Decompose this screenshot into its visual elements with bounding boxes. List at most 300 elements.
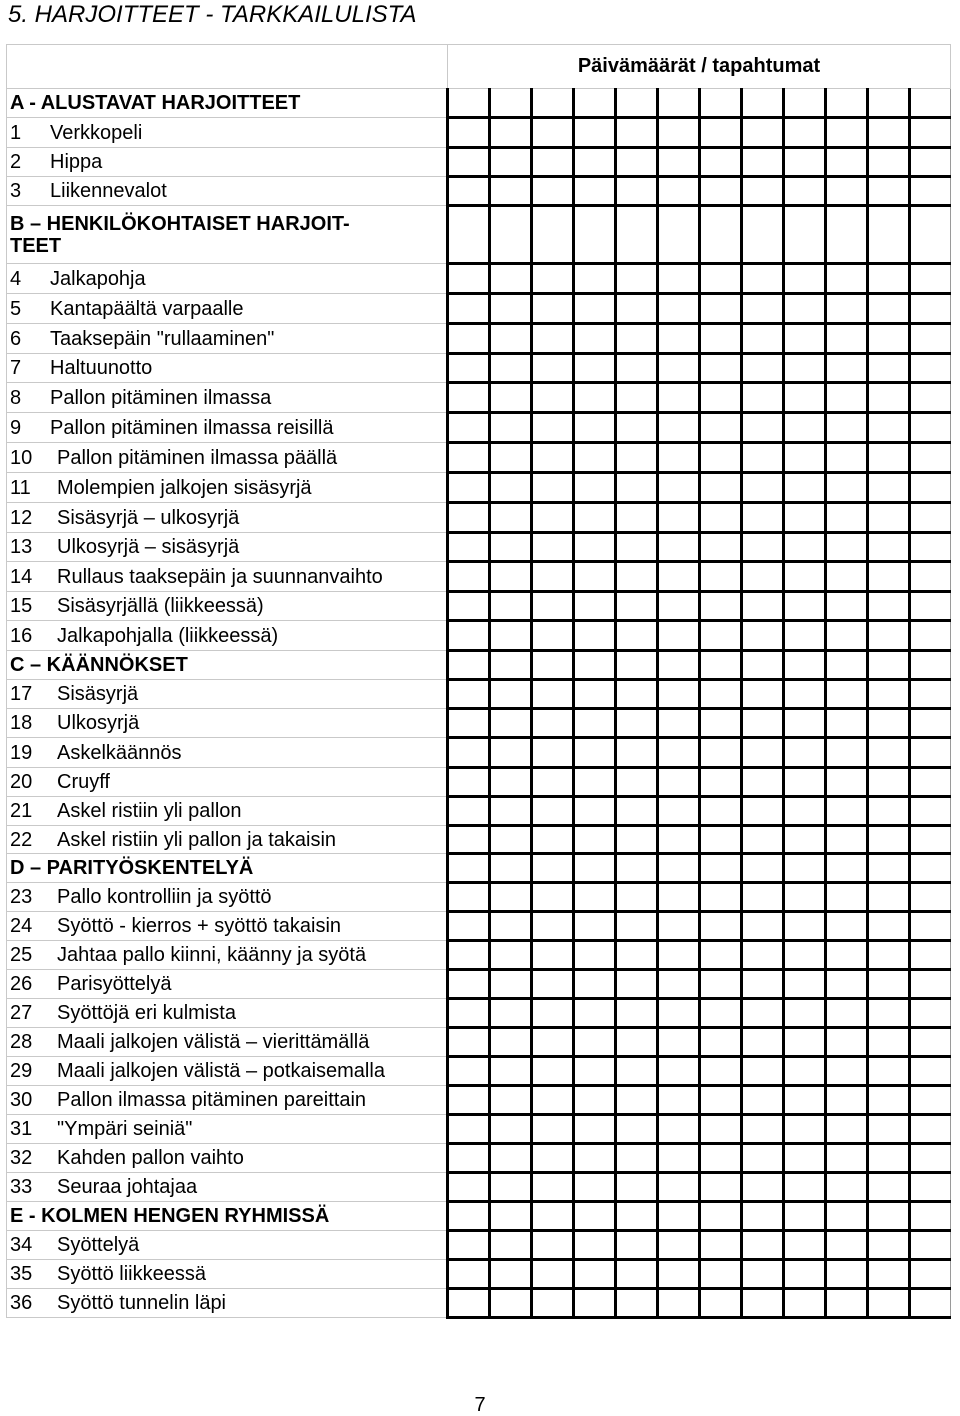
date-checkbox[interactable]	[616, 1057, 658, 1086]
date-checkbox[interactable]	[700, 592, 742, 621]
date-checkbox[interactable]	[784, 89, 826, 118]
date-checkbox[interactable]	[868, 118, 910, 148]
date-checkbox[interactable]	[616, 1115, 658, 1144]
date-checkbox[interactable]	[490, 148, 532, 177]
date-checkbox[interactable]	[490, 999, 532, 1028]
date-checkbox[interactable]	[700, 533, 742, 562]
date-checkbox[interactable]	[448, 473, 490, 503]
date-checkbox[interactable]	[490, 912, 532, 941]
date-checkbox[interactable]	[574, 118, 616, 148]
date-checkbox[interactable]	[532, 592, 574, 621]
date-checkbox[interactable]	[490, 970, 532, 999]
date-checkbox[interactable]	[742, 797, 784, 826]
date-checkbox[interactable]	[490, 883, 532, 912]
date-checkbox[interactable]	[532, 1144, 574, 1173]
date-checkbox[interactable]	[784, 1086, 826, 1115]
date-checkbox[interactable]	[490, 1057, 532, 1086]
date-checkbox[interactable]	[742, 883, 784, 912]
date-checkbox[interactable]	[448, 533, 490, 562]
date-checkbox[interactable]	[910, 443, 951, 473]
date-checkbox[interactable]	[616, 826, 658, 854]
date-checkbox[interactable]	[616, 562, 658, 592]
date-checkbox[interactable]	[658, 443, 700, 473]
date-checkbox[interactable]	[658, 294, 700, 324]
date-checkbox[interactable]	[826, 592, 868, 621]
date-checkbox[interactable]	[616, 1289, 658, 1318]
date-checkbox[interactable]	[784, 1231, 826, 1260]
date-checkbox[interactable]	[784, 738, 826, 768]
date-checkbox[interactable]	[574, 680, 616, 709]
date-checkbox[interactable]	[532, 912, 574, 941]
date-checkbox[interactable]	[448, 1260, 490, 1289]
date-checkbox[interactable]	[574, 999, 616, 1028]
date-checkbox[interactable]	[532, 970, 574, 999]
date-checkbox[interactable]	[910, 1028, 951, 1057]
date-checkbox[interactable]	[490, 533, 532, 562]
date-checkbox[interactable]	[910, 206, 951, 264]
date-checkbox[interactable]	[910, 941, 951, 970]
date-checkbox[interactable]	[574, 264, 616, 294]
date-checkbox[interactable]	[742, 970, 784, 999]
date-checkbox[interactable]	[616, 324, 658, 354]
date-checkbox[interactable]	[532, 413, 574, 443]
date-checkbox[interactable]	[700, 854, 742, 883]
date-checkbox[interactable]	[490, 768, 532, 797]
date-checkbox[interactable]	[448, 294, 490, 324]
date-checkbox[interactable]	[742, 354, 784, 383]
date-checkbox[interactable]	[658, 118, 700, 148]
date-checkbox[interactable]	[910, 680, 951, 709]
date-checkbox[interactable]	[826, 413, 868, 443]
date-checkbox[interactable]	[658, 651, 700, 680]
date-checkbox[interactable]	[532, 1115, 574, 1144]
date-checkbox[interactable]	[658, 1289, 700, 1318]
date-checkbox[interactable]	[574, 1289, 616, 1318]
date-checkbox[interactable]	[532, 854, 574, 883]
date-checkbox[interactable]	[448, 826, 490, 854]
date-checkbox[interactable]	[532, 1086, 574, 1115]
date-checkbox[interactable]	[574, 473, 616, 503]
date-checkbox[interactable]	[868, 383, 910, 413]
date-checkbox[interactable]	[784, 383, 826, 413]
date-checkbox[interactable]	[574, 1231, 616, 1260]
date-checkbox[interactable]	[868, 1115, 910, 1144]
date-checkbox[interactable]	[658, 1202, 700, 1231]
date-checkbox[interactable]	[448, 89, 490, 118]
date-checkbox[interactable]	[742, 503, 784, 533]
date-checkbox[interactable]	[490, 294, 532, 324]
date-checkbox[interactable]	[868, 738, 910, 768]
date-checkbox[interactable]	[826, 443, 868, 473]
date-checkbox[interactable]	[490, 1231, 532, 1260]
date-checkbox[interactable]	[826, 621, 868, 651]
date-checkbox[interactable]	[910, 1231, 951, 1260]
date-checkbox[interactable]	[742, 1144, 784, 1173]
date-checkbox[interactable]	[574, 1144, 616, 1173]
date-checkbox[interactable]	[910, 294, 951, 324]
date-checkbox[interactable]	[448, 680, 490, 709]
date-checkbox[interactable]	[616, 941, 658, 970]
date-checkbox[interactable]	[448, 1202, 490, 1231]
date-checkbox[interactable]	[574, 883, 616, 912]
date-checkbox[interactable]	[448, 177, 490, 206]
date-checkbox[interactable]	[910, 883, 951, 912]
date-checkbox[interactable]	[742, 1028, 784, 1057]
date-checkbox[interactable]	[448, 1144, 490, 1173]
date-checkbox[interactable]	[616, 118, 658, 148]
date-checkbox[interactable]	[784, 562, 826, 592]
date-checkbox[interactable]	[490, 89, 532, 118]
date-checkbox[interactable]	[868, 264, 910, 294]
date-checkbox[interactable]	[868, 354, 910, 383]
date-checkbox[interactable]	[910, 1173, 951, 1202]
date-checkbox[interactable]	[868, 621, 910, 651]
date-checkbox[interactable]	[658, 89, 700, 118]
date-checkbox[interactable]	[532, 354, 574, 383]
date-checkbox[interactable]	[784, 768, 826, 797]
date-checkbox[interactable]	[700, 1173, 742, 1202]
date-checkbox[interactable]	[490, 1260, 532, 1289]
date-checkbox[interactable]	[826, 999, 868, 1028]
date-checkbox[interactable]	[448, 1115, 490, 1144]
date-checkbox[interactable]	[700, 503, 742, 533]
date-checkbox[interactable]	[700, 826, 742, 854]
date-checkbox[interactable]	[868, 1260, 910, 1289]
date-checkbox[interactable]	[658, 970, 700, 999]
date-checkbox[interactable]	[826, 177, 868, 206]
date-checkbox[interactable]	[868, 89, 910, 118]
date-checkbox[interactable]	[574, 294, 616, 324]
date-checkbox[interactable]	[658, 354, 700, 383]
date-checkbox[interactable]	[532, 473, 574, 503]
date-checkbox[interactable]	[742, 826, 784, 854]
date-checkbox[interactable]	[826, 1202, 868, 1231]
date-checkbox[interactable]	[826, 1173, 868, 1202]
date-checkbox[interactable]	[658, 1028, 700, 1057]
date-checkbox[interactable]	[574, 709, 616, 738]
date-checkbox[interactable]	[826, 1144, 868, 1173]
date-checkbox[interactable]	[616, 912, 658, 941]
date-checkbox[interactable]	[700, 912, 742, 941]
date-checkbox[interactable]	[910, 1115, 951, 1144]
date-checkbox[interactable]	[910, 738, 951, 768]
date-checkbox[interactable]	[826, 503, 868, 533]
date-checkbox[interactable]	[574, 89, 616, 118]
date-checkbox[interactable]	[448, 503, 490, 533]
date-checkbox[interactable]	[616, 1144, 658, 1173]
date-checkbox[interactable]	[448, 383, 490, 413]
date-checkbox[interactable]	[784, 264, 826, 294]
date-checkbox[interactable]	[742, 294, 784, 324]
date-checkbox[interactable]	[532, 941, 574, 970]
date-checkbox[interactable]	[658, 562, 700, 592]
date-checkbox[interactable]	[448, 148, 490, 177]
date-checkbox[interactable]	[742, 621, 784, 651]
date-checkbox[interactable]	[700, 797, 742, 826]
date-checkbox[interactable]	[826, 562, 868, 592]
date-checkbox[interactable]	[742, 912, 784, 941]
date-checkbox[interactable]	[616, 177, 658, 206]
date-checkbox[interactable]	[574, 1260, 616, 1289]
date-checkbox[interactable]	[784, 912, 826, 941]
date-checkbox[interactable]	[868, 999, 910, 1028]
date-checkbox[interactable]	[574, 797, 616, 826]
date-checkbox[interactable]	[910, 1144, 951, 1173]
date-checkbox[interactable]	[868, 680, 910, 709]
date-checkbox[interactable]	[448, 999, 490, 1028]
date-checkbox[interactable]	[910, 562, 951, 592]
date-checkbox[interactable]	[700, 1086, 742, 1115]
date-checkbox[interactable]	[490, 324, 532, 354]
date-checkbox[interactable]	[826, 941, 868, 970]
date-checkbox[interactable]	[490, 651, 532, 680]
date-checkbox[interactable]	[700, 354, 742, 383]
date-checkbox[interactable]	[742, 533, 784, 562]
date-checkbox[interactable]	[700, 1028, 742, 1057]
date-checkbox[interactable]	[532, 294, 574, 324]
date-checkbox[interactable]	[658, 912, 700, 941]
date-checkbox[interactable]	[490, 1202, 532, 1231]
date-checkbox[interactable]	[448, 1289, 490, 1318]
date-checkbox[interactable]	[532, 443, 574, 473]
date-checkbox[interactable]	[574, 768, 616, 797]
date-checkbox[interactable]	[700, 264, 742, 294]
date-checkbox[interactable]	[532, 1173, 574, 1202]
date-checkbox[interactable]	[700, 621, 742, 651]
date-checkbox[interactable]	[742, 443, 784, 473]
date-checkbox[interactable]	[742, 709, 784, 738]
date-checkbox[interactable]	[826, 354, 868, 383]
date-checkbox[interactable]	[742, 383, 784, 413]
date-checkbox[interactable]	[742, 1260, 784, 1289]
date-checkbox[interactable]	[742, 1231, 784, 1260]
date-checkbox[interactable]	[868, 294, 910, 324]
date-checkbox[interactable]	[910, 621, 951, 651]
date-checkbox[interactable]	[826, 738, 868, 768]
date-checkbox[interactable]	[658, 621, 700, 651]
date-checkbox[interactable]	[826, 1289, 868, 1318]
date-checkbox[interactable]	[490, 177, 532, 206]
date-checkbox[interactable]	[574, 621, 616, 651]
date-checkbox[interactable]	[826, 206, 868, 264]
date-checkbox[interactable]	[868, 503, 910, 533]
date-checkbox[interactable]	[784, 709, 826, 738]
date-checkbox[interactable]	[826, 383, 868, 413]
date-checkbox[interactable]	[490, 826, 532, 854]
date-checkbox[interactable]	[616, 738, 658, 768]
date-checkbox[interactable]	[784, 999, 826, 1028]
date-checkbox[interactable]	[448, 413, 490, 443]
date-checkbox[interactable]	[868, 148, 910, 177]
date-checkbox[interactable]	[658, 941, 700, 970]
date-checkbox[interactable]	[868, 883, 910, 912]
date-checkbox[interactable]	[742, 768, 784, 797]
date-checkbox[interactable]	[658, 680, 700, 709]
date-checkbox[interactable]	[616, 206, 658, 264]
date-checkbox[interactable]	[826, 797, 868, 826]
date-checkbox[interactable]	[658, 1231, 700, 1260]
date-checkbox[interactable]	[532, 621, 574, 651]
date-checkbox[interactable]	[910, 354, 951, 383]
date-checkbox[interactable]	[826, 264, 868, 294]
date-checkbox[interactable]	[742, 206, 784, 264]
date-checkbox[interactable]	[532, 264, 574, 294]
date-checkbox[interactable]	[700, 473, 742, 503]
date-checkbox[interactable]	[742, 1202, 784, 1231]
date-checkbox[interactable]	[532, 324, 574, 354]
date-checkbox[interactable]	[574, 443, 616, 473]
date-checkbox[interactable]	[910, 1057, 951, 1086]
date-checkbox[interactable]	[616, 1173, 658, 1202]
date-checkbox[interactable]	[742, 324, 784, 354]
date-checkbox[interactable]	[448, 592, 490, 621]
date-checkbox[interactable]	[658, 1115, 700, 1144]
date-checkbox[interactable]	[868, 651, 910, 680]
date-checkbox[interactable]	[700, 1260, 742, 1289]
date-checkbox[interactable]	[490, 413, 532, 443]
date-checkbox[interactable]	[826, 1231, 868, 1260]
date-checkbox[interactable]	[532, 383, 574, 413]
date-checkbox[interactable]	[448, 1173, 490, 1202]
date-checkbox[interactable]	[490, 709, 532, 738]
date-checkbox[interactable]	[448, 883, 490, 912]
date-checkbox[interactable]	[532, 1260, 574, 1289]
date-checkbox[interactable]	[700, 680, 742, 709]
date-checkbox[interactable]	[700, 562, 742, 592]
date-checkbox[interactable]	[784, 413, 826, 443]
date-checkbox[interactable]	[742, 89, 784, 118]
date-checkbox[interactable]	[658, 709, 700, 738]
date-checkbox[interactable]	[700, 999, 742, 1028]
date-checkbox[interactable]	[784, 473, 826, 503]
date-checkbox[interactable]	[532, 177, 574, 206]
date-checkbox[interactable]	[616, 651, 658, 680]
date-checkbox[interactable]	[490, 680, 532, 709]
date-checkbox[interactable]	[448, 970, 490, 999]
date-checkbox[interactable]	[826, 473, 868, 503]
date-checkbox[interactable]	[574, 1173, 616, 1202]
date-checkbox[interactable]	[490, 621, 532, 651]
date-checkbox[interactable]	[574, 177, 616, 206]
date-checkbox[interactable]	[616, 1086, 658, 1115]
date-checkbox[interactable]	[868, 177, 910, 206]
date-checkbox[interactable]	[700, 738, 742, 768]
date-checkbox[interactable]	[700, 651, 742, 680]
date-checkbox[interactable]	[532, 89, 574, 118]
date-checkbox[interactable]	[658, 503, 700, 533]
date-checkbox[interactable]	[616, 533, 658, 562]
date-checkbox[interactable]	[658, 1173, 700, 1202]
date-checkbox[interactable]	[532, 206, 574, 264]
date-checkbox[interactable]	[742, 148, 784, 177]
date-checkbox[interactable]	[784, 1057, 826, 1086]
date-checkbox[interactable]	[910, 503, 951, 533]
date-checkbox[interactable]	[826, 651, 868, 680]
date-checkbox[interactable]	[784, 1289, 826, 1318]
date-checkbox[interactable]	[910, 592, 951, 621]
date-checkbox[interactable]	[574, 1115, 616, 1144]
date-checkbox[interactable]	[784, 1173, 826, 1202]
date-checkbox[interactable]	[616, 709, 658, 738]
date-checkbox[interactable]	[910, 1202, 951, 1231]
date-checkbox[interactable]	[700, 883, 742, 912]
date-checkbox[interactable]	[490, 592, 532, 621]
date-checkbox[interactable]	[490, 854, 532, 883]
date-checkbox[interactable]	[448, 443, 490, 473]
date-checkbox[interactable]	[784, 826, 826, 854]
date-checkbox[interactable]	[784, 970, 826, 999]
date-checkbox[interactable]	[910, 1086, 951, 1115]
date-checkbox[interactable]	[784, 118, 826, 148]
date-checkbox[interactable]	[868, 826, 910, 854]
date-checkbox[interactable]	[532, 797, 574, 826]
date-checkbox[interactable]	[658, 999, 700, 1028]
date-checkbox[interactable]	[490, 1115, 532, 1144]
date-checkbox[interactable]	[868, 1202, 910, 1231]
date-checkbox[interactable]	[826, 1057, 868, 1086]
date-checkbox[interactable]	[700, 383, 742, 413]
date-checkbox[interactable]	[616, 680, 658, 709]
date-checkbox[interactable]	[868, 768, 910, 797]
date-checkbox[interactable]	[784, 148, 826, 177]
date-checkbox[interactable]	[910, 324, 951, 354]
date-checkbox[interactable]	[826, 970, 868, 999]
date-checkbox[interactable]	[700, 324, 742, 354]
date-checkbox[interactable]	[658, 738, 700, 768]
date-checkbox[interactable]	[826, 883, 868, 912]
date-checkbox[interactable]	[448, 941, 490, 970]
date-checkbox[interactable]	[532, 118, 574, 148]
date-checkbox[interactable]	[574, 970, 616, 999]
date-checkbox[interactable]	[490, 383, 532, 413]
date-checkbox[interactable]	[910, 826, 951, 854]
date-checkbox[interactable]	[910, 1260, 951, 1289]
date-checkbox[interactable]	[700, 1057, 742, 1086]
date-checkbox[interactable]	[700, 1289, 742, 1318]
date-checkbox[interactable]	[700, 1231, 742, 1260]
date-checkbox[interactable]	[574, 354, 616, 383]
date-checkbox[interactable]	[700, 294, 742, 324]
date-checkbox[interactable]	[868, 533, 910, 562]
date-checkbox[interactable]	[868, 592, 910, 621]
date-checkbox[interactable]	[826, 1028, 868, 1057]
date-checkbox[interactable]	[574, 738, 616, 768]
date-checkbox[interactable]	[574, 1028, 616, 1057]
date-checkbox[interactable]	[658, 1144, 700, 1173]
date-checkbox[interactable]	[658, 473, 700, 503]
date-checkbox[interactable]	[742, 118, 784, 148]
date-checkbox[interactable]	[700, 148, 742, 177]
date-checkbox[interactable]	[658, 264, 700, 294]
date-checkbox[interactable]	[784, 592, 826, 621]
date-checkbox[interactable]	[910, 89, 951, 118]
date-checkbox[interactable]	[448, 1028, 490, 1057]
date-checkbox[interactable]	[448, 768, 490, 797]
date-checkbox[interactable]	[574, 1057, 616, 1086]
date-checkbox[interactable]	[616, 473, 658, 503]
date-checkbox[interactable]	[826, 118, 868, 148]
date-checkbox[interactable]	[574, 1202, 616, 1231]
date-checkbox[interactable]	[532, 1028, 574, 1057]
date-checkbox[interactable]	[826, 768, 868, 797]
date-checkbox[interactable]	[448, 738, 490, 768]
date-checkbox[interactable]	[910, 854, 951, 883]
date-checkbox[interactable]	[742, 1289, 784, 1318]
date-checkbox[interactable]	[616, 1028, 658, 1057]
date-checkbox[interactable]	[784, 443, 826, 473]
date-checkbox[interactable]	[658, 1086, 700, 1115]
date-checkbox[interactable]	[910, 533, 951, 562]
